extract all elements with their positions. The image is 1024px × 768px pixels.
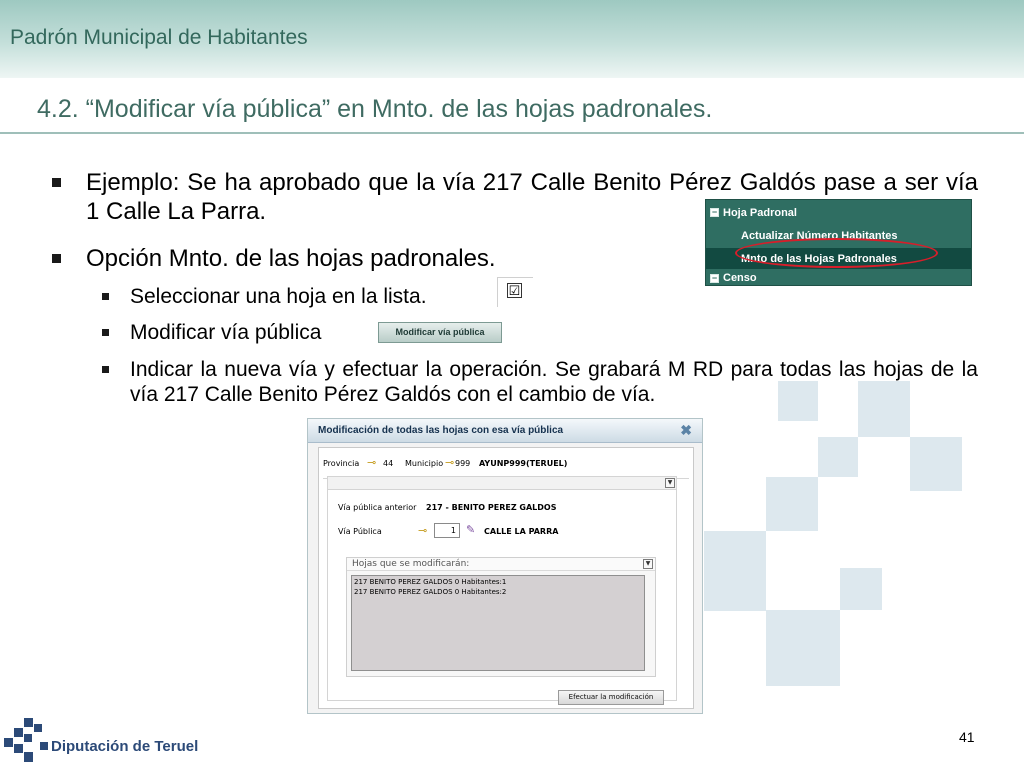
bullet-mark (52, 254, 61, 263)
logo-square (14, 744, 23, 753)
logo-square (34, 724, 42, 732)
via-name-text: CALLE LA PARRA (484, 527, 559, 536)
menu-snippet (705, 199, 972, 286)
key-icon: ⊸ (445, 456, 455, 469)
via-anterior-label: Vía pública anterior (338, 503, 417, 512)
hojas-header (347, 558, 655, 571)
provincia-label: Provincia (323, 459, 360, 468)
page-number: 41 (959, 729, 975, 745)
sub-bullet-indicate-text: Indicar la nueva vía y efectuar la operación. Se grabará M RD para todas las hojas de la vía 217 Calle Benito Pérez Galdós con el cambio de vía. (130, 358, 978, 406)
menu-item-label: Actualizar Número Habitantes (741, 229, 898, 242)
menu-section-hoja-padronal[interactable] (706, 202, 971, 223)
deco-square (840, 568, 882, 610)
municipio-name-text: AYUNP999(TERUEL) (479, 459, 568, 468)
toggle-icon[interactable]: ▼ (665, 478, 675, 488)
app-title: Padrón Municipal de Habitantes (10, 26, 308, 49)
sub-bullet-indicate (130, 357, 978, 407)
close-icon[interactable]: ✖ (680, 422, 692, 438)
bullet-mark (102, 366, 109, 373)
key-icon: ⊸ (367, 456, 377, 469)
logo-square (24, 752, 33, 762)
deco-square (910, 437, 962, 491)
via-number-input[interactable]: 1 (434, 523, 460, 538)
logo-square (40, 742, 48, 750)
list-item[interactable]: 217 BENITO PEREZ GALDOS 0 Habitantes:2 (354, 588, 507, 596)
via-anterior-value (426, 503, 556, 512)
hojas-title: Hojas que se modificarán: (352, 559, 470, 569)
deco-square (704, 531, 766, 611)
menu-section-label: Hoja Padronal (723, 206, 797, 219)
logo-text: Diputación de Teruel (51, 738, 199, 755)
hojas-fieldset (346, 557, 656, 677)
via-name (484, 527, 558, 536)
logo-square (24, 718, 33, 727)
collapse-icon: − (711, 207, 718, 217)
slide-title: 4.2. “Modificar vía pública” en Mnto. de las hojas padronales. (37, 95, 713, 123)
search-icon[interactable]: ✎ (466, 523, 476, 536)
bullet-mark (102, 293, 109, 300)
logo-square (24, 734, 32, 742)
provincia-value: 44 (383, 459, 394, 468)
highlight-oval (735, 238, 938, 268)
dialog-title: Modificación de todas las hojas con esa vía pública (318, 425, 564, 436)
title-divider (0, 132, 1024, 134)
menu-item-label: Mnto de las Hojas Padronales (741, 252, 897, 265)
bullet-option (86, 244, 686, 273)
deco-square (766, 477, 818, 531)
sub-bullet-select-text: Seleccionar una hoja en la lista. (130, 285, 427, 308)
logo-square (4, 738, 13, 747)
deco-square (818, 437, 858, 477)
checkbox-icon[interactable]: ☑ (508, 283, 521, 298)
submit-modification-button[interactable]: Efectuar la modificación (558, 690, 664, 705)
via-fieldset (327, 476, 677, 701)
menu-section-label: Censo (723, 272, 757, 284)
dialog-header (308, 419, 702, 443)
key-icon: ⊸ (418, 524, 428, 537)
bullet-option-text: Opción Mnto. de las hojas padronales. (86, 245, 496, 272)
municipio-value: 999 (455, 459, 471, 468)
modify-via-button[interactable]: Modificar vía pública (378, 322, 502, 343)
via-label: Vía Pública (338, 527, 382, 536)
deco-square (766, 610, 840, 686)
list-item[interactable]: 217 BENITO PEREZ GALDOS 0 Habitantes:1 (354, 578, 507, 586)
hojas-listbox[interactable] (351, 575, 645, 671)
bullet-mark (52, 178, 61, 187)
logo-square (14, 728, 23, 737)
bullet-mark (102, 329, 109, 336)
menu-section-censo[interactable] (706, 270, 971, 286)
modify-dialog (307, 418, 703, 714)
collapse-icon: − (711, 272, 718, 283)
municipio-name (479, 459, 567, 468)
dialog-body (318, 447, 694, 709)
bullet-example-text: Ejemplo: Se ha aprobado que la vía 217 Calle Benito Pérez Galdós pase a ser vía 1 Calle La Parra. (86, 169, 978, 225)
sub-bullet-modify-text: Modificar vía pública (130, 321, 322, 344)
toggle-icon[interactable]: ▼ (643, 559, 653, 569)
municipio-label: Municipio (405, 459, 444, 468)
fieldset-header (328, 477, 676, 490)
via-anterior-value-text: 217 - BENITO PEREZ GALDOS (426, 503, 557, 512)
sub-bullet-select (130, 284, 510, 309)
sub-bullet-modify (130, 320, 390, 345)
